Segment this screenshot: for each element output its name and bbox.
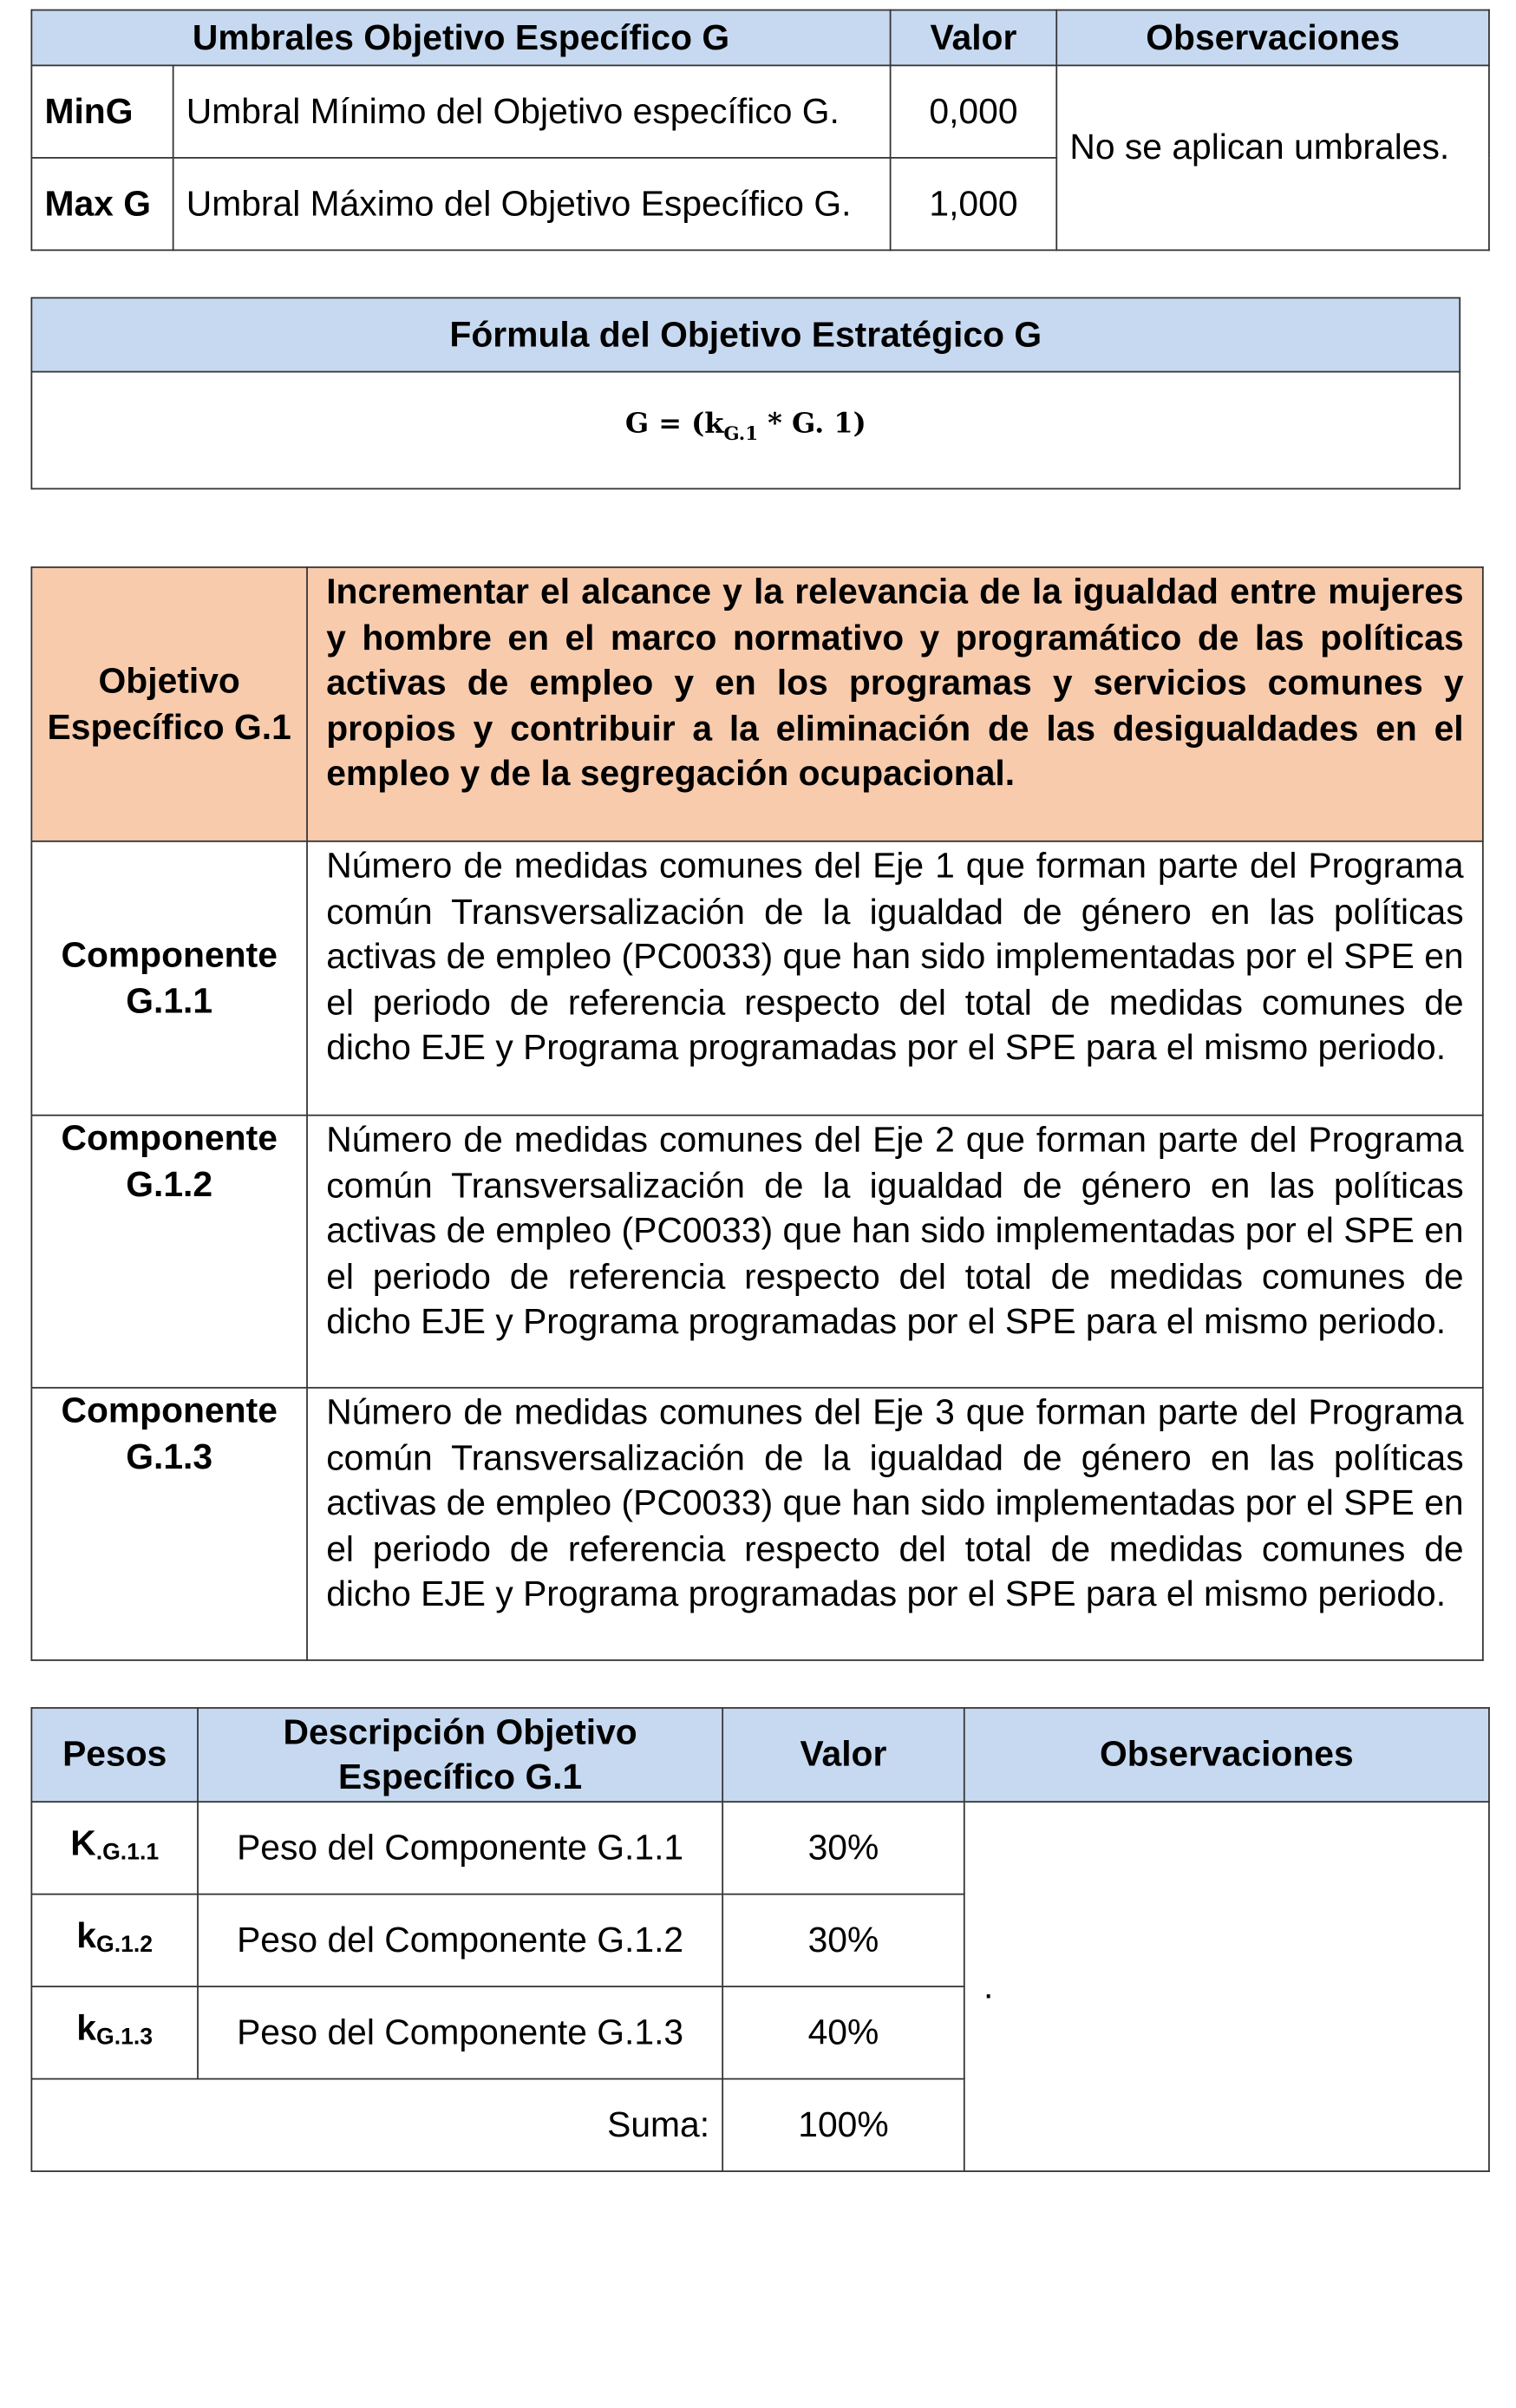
- k-symbol: k: [76, 1914, 96, 1955]
- table-row: [31, 65, 1489, 157]
- peso-code: [31, 1802, 198, 1894]
- table-row: [31, 1116, 1482, 1388]
- componente-label: Componente G.1.2: [31, 1116, 307, 1388]
- objetivo-table: [30, 566, 1483, 1661]
- pesos-table: [30, 1707, 1489, 2172]
- formula-subscript: G.1: [723, 423, 759, 445]
- k-symbol: k: [76, 2006, 96, 2047]
- header-observaciones: Observaciones: [964, 1708, 1489, 1802]
- value-cell: 1,000: [891, 158, 1057, 250]
- formula-lhs: G = (k: [624, 409, 724, 442]
- componente-text: Número de medidas comunes del Eje 1 que forman parte del Programa común Transversalización de la igualdad de género en las políticas activas de empleo (PC0033) que han sido implementadas por el SPE en el periodo de referencia respecto del total de medidas comunes de dicho EJE y Programa programadas por el SPE para el mismo periodo.: [307, 841, 1483, 1116]
- desc-cell: Umbral Mínimo del Objetivo específico G.: [173, 65, 891, 157]
- k-symbol: K: [70, 1822, 96, 1862]
- componente-label: Componente G.1.3: [31, 1388, 307, 1660]
- observaciones-cell: No se aplican umbrales.: [1056, 65, 1489, 250]
- objetivo-text: Incrementar el alcance y la relevancia de la igualdad entre mujeres y hombre en el marco normativo y programático de las políticas activas de empleo y en los programas y servicios comunes y propios y contribuir a la eliminación de las desigualdades en el empleo y de la segregación ocupacional.: [307, 567, 1483, 841]
- value-cell: 40%: [722, 1986, 964, 2078]
- umbrales-table: [30, 10, 1489, 252]
- formula-expression: [31, 372, 1460, 489]
- peso-code: [31, 1894, 198, 1986]
- componente-text: Número de medidas comunes del Eje 2 que forman parte del Programa común Transversalización de la igualdad de género en las políticas activas de empleo (PC0033) que han sido implementadas por el SPE en el periodo de referencia respecto del total de medidas comunes de dicho EJE y Programa programadas por el SPE para el mismo periodo.: [307, 1116, 1483, 1388]
- table-row: [31, 1388, 1482, 1660]
- value-cell: 30%: [722, 1802, 964, 1894]
- componente-label: Componente G.1.1: [31, 841, 307, 1116]
- table-row: [31, 841, 1482, 1116]
- desc-cell: Peso del Componente G.1.3: [198, 1986, 722, 2078]
- header-valor: Valor: [722, 1708, 964, 1802]
- table-row: [31, 1802, 1489, 1894]
- desc-cell: Umbral Máximo del Objetivo Específico G.: [173, 158, 891, 250]
- header-valor: Valor: [891, 10, 1057, 66]
- value-cell: 30%: [722, 1894, 964, 1986]
- code-cell: MinG: [31, 65, 173, 157]
- componente-text: Número de medidas comunes del Eje 3 que forman parte del Programa común Transversalización de la igualdad de género en las políticas activas de empleo (PC0033) que han sido implementadas por el SPE en el periodo de referencia respecto del total de medidas comunes de dicho EJE y Programa programadas por el SPE para el mismo periodo.: [307, 1388, 1483, 1660]
- formula-rhs: * G. 1): [758, 409, 866, 442]
- desc-cell: Peso del Componente G.1.1: [198, 1802, 722, 1894]
- desc-cell: Peso del Componente G.1.2: [198, 1894, 722, 1986]
- suma-label: Suma:: [31, 2079, 722, 2171]
- formula-table: [30, 297, 1460, 489]
- k-subscript: .G.1.1: [95, 1839, 160, 1866]
- value-cell: 0,000: [891, 65, 1057, 157]
- header-umbrales: Umbrales Objetivo Específico G: [31, 10, 890, 66]
- header-descripcion: Descripción Objetivo Específico G.1: [198, 1708, 722, 1802]
- objetivo-label: Objetivo Específico G.1: [31, 567, 307, 841]
- header-pesos: Pesos: [31, 1708, 198, 1802]
- suma-value: 100%: [722, 2079, 964, 2171]
- header-observaciones: Observaciones: [1056, 10, 1489, 66]
- code-cell: Max G: [31, 158, 173, 250]
- formula-header: Fórmula del Objetivo Estratégico G: [31, 298, 1460, 371]
- observaciones-cell: .: [964, 1802, 1489, 2171]
- k-subscript: G.1.2: [95, 1931, 154, 1958]
- k-subscript: G.1.3: [95, 2024, 154, 2051]
- peso-code: [31, 1986, 198, 2078]
